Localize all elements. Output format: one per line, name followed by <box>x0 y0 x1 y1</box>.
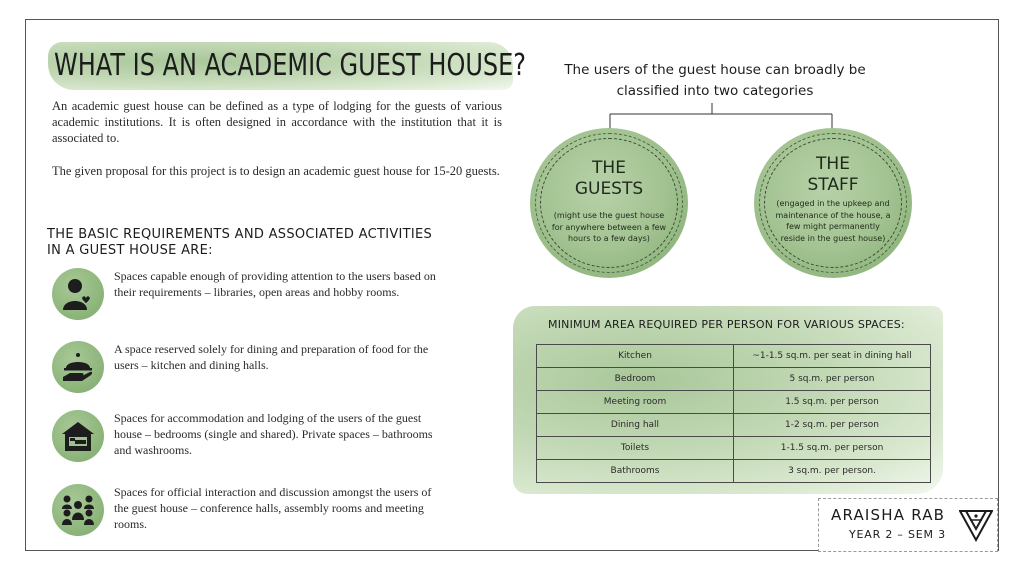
requirements-heading-line1: THE BASIC REQUIREMENTS AND ASSOCIATED ACTIVITIES <box>47 227 433 242</box>
author-year-semester: YEAR 2 – SEM 3 <box>849 528 946 541</box>
staff-title-line1: THE <box>816 154 850 174</box>
space-cell: Toilets <box>537 437 734 460</box>
guests-title-line2: GUESTS <box>574 179 644 199</box>
guests-description: (might use the guest house for anywhere between a few hours to a few days) <box>551 211 667 243</box>
space-cell: Meeting room <box>537 391 734 414</box>
proposal-paragraph: The given proposal for this project is to design an academic guest house for 15-20 guests. <box>52 164 500 178</box>
triangle-monogram-logo-icon <box>959 508 993 542</box>
table-row <box>537 345 931 368</box>
table-row <box>537 414 931 437</box>
requirement-text: A space reserved solely for dining and preparation of food for the users – kitchen and dining halls. <box>114 342 429 372</box>
staff-title-line2: STAFF <box>807 175 859 195</box>
area-cell: 3 sq.m. per person. <box>734 460 931 483</box>
area-cell: 1-1.5 sq.m. per person <box>734 437 931 460</box>
area-cell: 1.5 sq.m. per person <box>734 391 931 414</box>
space-cell: Kitchen <box>537 345 734 368</box>
staff-category-circle <box>754 128 912 278</box>
table-row <box>537 368 931 391</box>
area-table <box>536 344 931 483</box>
author-name: ARAISHA RAB <box>831 506 946 524</box>
area-cell: 1-2 sq.m. per person <box>734 414 931 437</box>
area-cell: ~1-1.5 sq.m. per seat in dining hall <box>734 345 931 368</box>
page-title: WHAT IS AN ACADEMIC GUEST HOUSE? <box>54 48 527 83</box>
requirement-text: Spaces for accommodation and lodging of the users of the guest house – bedrooms (single and shared). Private spaces – bathrooms and washrooms. <box>114 411 433 457</box>
staff-title <box>754 154 912 196</box>
categories-heading: The users of the guest house can broadly be classified into two categories <box>564 62 866 99</box>
intro-paragraph: An academic guest house can be defined as a type of lodging for the guests of various academic institutions. It is often designed in accordance with the institution that it is associated to. <box>52 99 502 145</box>
table-row <box>537 391 931 414</box>
guests-title-line1: THE <box>592 158 626 178</box>
table-row <box>537 437 931 460</box>
staff-description: (engaged in the upkeep and maintenance of the house, a few might permanently reside in the guest house) <box>775 199 891 243</box>
requirement-text: Spaces capable enough of providing attention to the users based on their requirements – libraries, open areas and hobby rooms. <box>114 269 436 299</box>
table-row <box>537 460 931 483</box>
requirements-heading-line2: IN A GUEST HOUSE ARE: <box>47 243 213 258</box>
area-table-heading: MINIMUM AREA REQUIRED PER PERSON FOR VARIOUS SPACES: <box>548 318 905 331</box>
guests-title <box>530 158 688 200</box>
guests-category-circle <box>530 128 688 278</box>
author-credit <box>818 498 998 552</box>
requirement-text: Spaces for official interaction and discussion amongst the users of the guest house – conference halls, assembly rooms and meeting rooms. <box>114 485 432 531</box>
area-cell: 5 sq.m. per person <box>734 368 931 391</box>
space-cell: Dining hall <box>537 414 734 437</box>
space-cell: Bedroom <box>537 368 734 391</box>
space-cell: Bathrooms <box>537 460 734 483</box>
